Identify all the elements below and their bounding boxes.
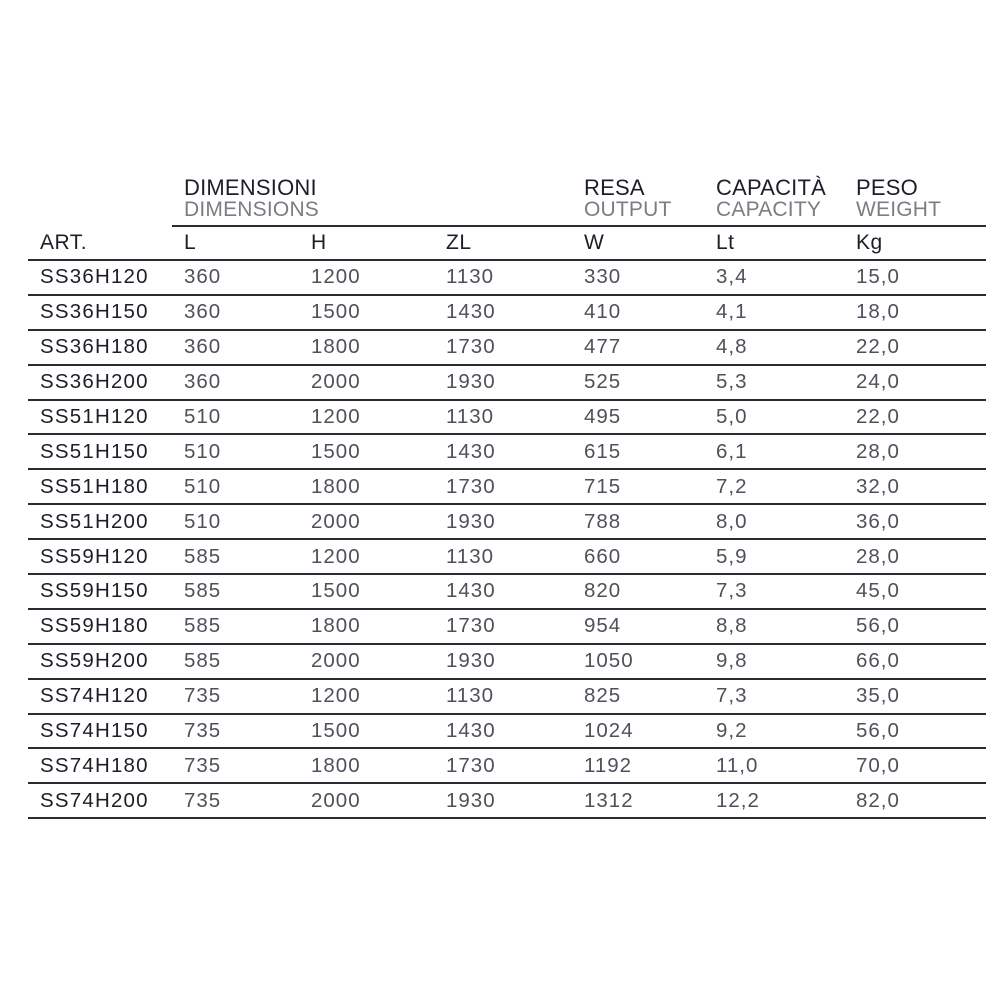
table-row — [28, 296, 986, 331]
cell-h: 2000 — [311, 788, 361, 812]
cell-zl: 1130 — [446, 405, 495, 428]
cell-w: 1192 — [584, 753, 633, 777]
cell-kg: 56,0 — [856, 614, 900, 638]
cell-h: 2000 — [311, 509, 361, 533]
cell-l: 585 — [184, 579, 222, 603]
cell-art: SS74H200 — [40, 788, 149, 812]
group-cell-output — [572, 176, 704, 227]
group-title-capacita: CAPACITÀ — [716, 175, 826, 200]
cell-kg: 66,0 — [856, 649, 900, 673]
cell-lt: 8,0 — [716, 509, 748, 533]
cell-h: 1800 — [311, 614, 361, 638]
cell-h: 1200 — [311, 684, 361, 708]
group-subtitle-dimensions: DIMENSIONS — [184, 198, 320, 221]
cell-l: 585 — [184, 614, 222, 638]
cell-art: SS59H180 — [40, 614, 149, 638]
group-cell-capacity — [704, 176, 844, 227]
cell-l: 585 — [184, 649, 222, 673]
group-title-resa: RESA — [584, 175, 645, 200]
cell-w: 715 — [584, 474, 622, 498]
cell-l: 360 — [184, 265, 222, 289]
table-body — [28, 261, 986, 819]
cell-art: SS59H200 — [40, 649, 149, 673]
cell-art: SS36H200 — [40, 370, 149, 394]
cell-w: 1024 — [584, 719, 634, 743]
cell-art: SS74H120 — [40, 684, 149, 708]
cell-kg: 18,0 — [856, 300, 900, 324]
cell-l: 510 — [184, 405, 222, 428]
table-row — [28, 575, 986, 610]
cell-kg: 28,0 — [856, 439, 900, 463]
cell-w: 820 — [584, 579, 622, 603]
group-cell-art-spacer — [28, 176, 172, 227]
cell-lt: 3,4 — [716, 265, 748, 289]
cell-kg: 24,0 — [856, 370, 900, 394]
cell-lt: 6,1 — [716, 439, 748, 463]
cell-h: 1200 — [311, 265, 361, 289]
table-row — [28, 610, 986, 645]
cell-kg: 56,0 — [856, 719, 900, 743]
cell-zl: 1730 — [446, 474, 496, 498]
cell-h: 1200 — [311, 544, 361, 568]
cell-lt: 5,3 — [716, 370, 748, 394]
cell-zl: 1930 — [446, 788, 496, 812]
cell-lt: 7,3 — [716, 579, 748, 603]
cell-zl: 1430 — [446, 439, 496, 463]
cell-l: 735 — [184, 684, 222, 708]
column-header-zl: ZL — [446, 231, 472, 254]
cell-lt: 5,9 — [716, 544, 748, 568]
spec-table — [28, 176, 986, 819]
cell-art: SS51H200 — [40, 509, 149, 533]
cell-lt: 12,2 — [716, 788, 760, 812]
group-subtitle-output: OUTPUT — [584, 198, 672, 221]
column-header-art: ART. — [40, 231, 88, 254]
cell-zl: 1930 — [446, 370, 496, 394]
cell-art: SS51H150 — [40, 439, 149, 463]
table-row — [28, 715, 986, 750]
column-header-row — [28, 227, 986, 261]
cell-w: 495 — [584, 405, 622, 428]
table-row — [28, 645, 986, 680]
cell-art: SS51H180 — [40, 474, 149, 498]
cell-l: 735 — [184, 753, 222, 777]
cell-art: SS36H150 — [40, 300, 149, 324]
cell-kg: 22,0 — [856, 335, 900, 359]
group-title-dimensioni: DIMENSIONI — [184, 175, 317, 200]
group-subtitle-weight: WEIGHT — [856, 198, 942, 221]
table-row — [28, 401, 986, 436]
cell-zl: 1730 — [446, 753, 496, 777]
cell-l: 735 — [184, 788, 222, 812]
cell-kg: 28,0 — [856, 544, 900, 568]
cell-zl: 1730 — [446, 614, 496, 638]
table-row — [28, 784, 986, 819]
cell-l: 510 — [184, 509, 222, 533]
table-row — [28, 680, 986, 715]
cell-zl: 1130 — [446, 544, 495, 568]
cell-art: SS36H120 — [40, 265, 149, 289]
cell-h: 1500 — [311, 300, 361, 324]
cell-zl: 1930 — [446, 649, 496, 673]
cell-w: 477 — [584, 335, 622, 359]
column-header-w: W — [584, 231, 605, 254]
cell-zl: 1430 — [446, 719, 496, 743]
cell-lt: 7,2 — [716, 474, 748, 498]
cell-w: 1312 — [584, 788, 634, 812]
cell-kg: 36,0 — [856, 509, 900, 533]
cell-lt: 11,0 — [716, 753, 759, 777]
cell-art: SS59H150 — [40, 579, 149, 603]
table-row — [28, 435, 986, 470]
group-cell-dimensions — [172, 176, 572, 227]
cell-kg: 15,0 — [856, 265, 900, 289]
cell-lt: 9,8 — [716, 649, 748, 673]
cell-art: SS51H120 — [40, 405, 149, 428]
cell-l: 360 — [184, 370, 222, 394]
cell-w: 330 — [584, 265, 622, 289]
cell-kg: 45,0 — [856, 579, 900, 603]
cell-kg: 82,0 — [856, 788, 900, 812]
group-header-row — [28, 176, 986, 227]
table-row — [28, 261, 986, 296]
table-row — [28, 540, 986, 575]
group-subtitle-capacity: CAPACITY — [716, 198, 822, 221]
cell-lt: 4,8 — [716, 335, 748, 359]
cell-lt: 4,1 — [716, 300, 748, 324]
cell-w: 825 — [584, 684, 622, 708]
cell-art: SS36H180 — [40, 335, 149, 359]
cell-lt: 9,2 — [716, 719, 748, 743]
column-header-h: H — [311, 231, 327, 254]
cell-l: 360 — [184, 335, 222, 359]
cell-art: SS74H150 — [40, 719, 149, 743]
cell-h: 1800 — [311, 753, 361, 777]
cell-h: 2000 — [311, 649, 361, 673]
cell-zl: 1930 — [446, 509, 496, 533]
cell-w: 788 — [584, 509, 622, 533]
cell-lt: 7,3 — [716, 684, 748, 708]
cell-w: 660 — [584, 544, 622, 568]
cell-h: 1800 — [311, 335, 361, 359]
cell-zl: 1730 — [446, 335, 496, 359]
cell-zl: 1430 — [446, 579, 496, 603]
table-row — [28, 366, 986, 401]
group-cell-weight — [844, 176, 986, 227]
cell-l: 585 — [184, 544, 222, 568]
table-row — [28, 331, 986, 366]
cell-lt: 8,8 — [716, 614, 748, 638]
cell-zl: 1130 — [446, 684, 495, 708]
cell-h: 1800 — [311, 474, 361, 498]
column-header-l: L — [184, 231, 197, 254]
cell-l: 360 — [184, 300, 222, 324]
cell-w: 525 — [584, 370, 622, 394]
cell-art: SS59H120 — [40, 544, 149, 568]
table-row — [28, 470, 986, 505]
column-header-kg: Kg — [856, 231, 883, 254]
cell-lt: 5,0 — [716, 405, 748, 428]
cell-kg: 70,0 — [856, 753, 900, 777]
cell-zl: 1130 — [446, 265, 495, 289]
cell-l: 510 — [184, 439, 222, 463]
cell-h: 1500 — [311, 579, 361, 603]
cell-h: 1200 — [311, 405, 361, 428]
cell-w: 1050 — [584, 649, 634, 673]
table-row — [28, 749, 986, 784]
cell-h: 1500 — [311, 439, 361, 463]
table-row — [28, 505, 986, 540]
cell-kg: 32,0 — [856, 474, 900, 498]
cell-l: 510 — [184, 474, 222, 498]
cell-kg: 22,0 — [856, 405, 900, 428]
cell-w: 615 — [584, 439, 622, 463]
cell-h: 1500 — [311, 719, 361, 743]
cell-w: 954 — [584, 614, 622, 638]
cell-w: 410 — [584, 300, 622, 324]
cell-l: 735 — [184, 719, 222, 743]
cell-zl: 1430 — [446, 300, 496, 324]
group-title-peso: PESO — [856, 175, 918, 200]
cell-art: SS74H180 — [40, 753, 149, 777]
cell-kg: 35,0 — [856, 684, 900, 708]
column-header-lt: Lt — [716, 231, 735, 254]
cell-h: 2000 — [311, 370, 361, 394]
